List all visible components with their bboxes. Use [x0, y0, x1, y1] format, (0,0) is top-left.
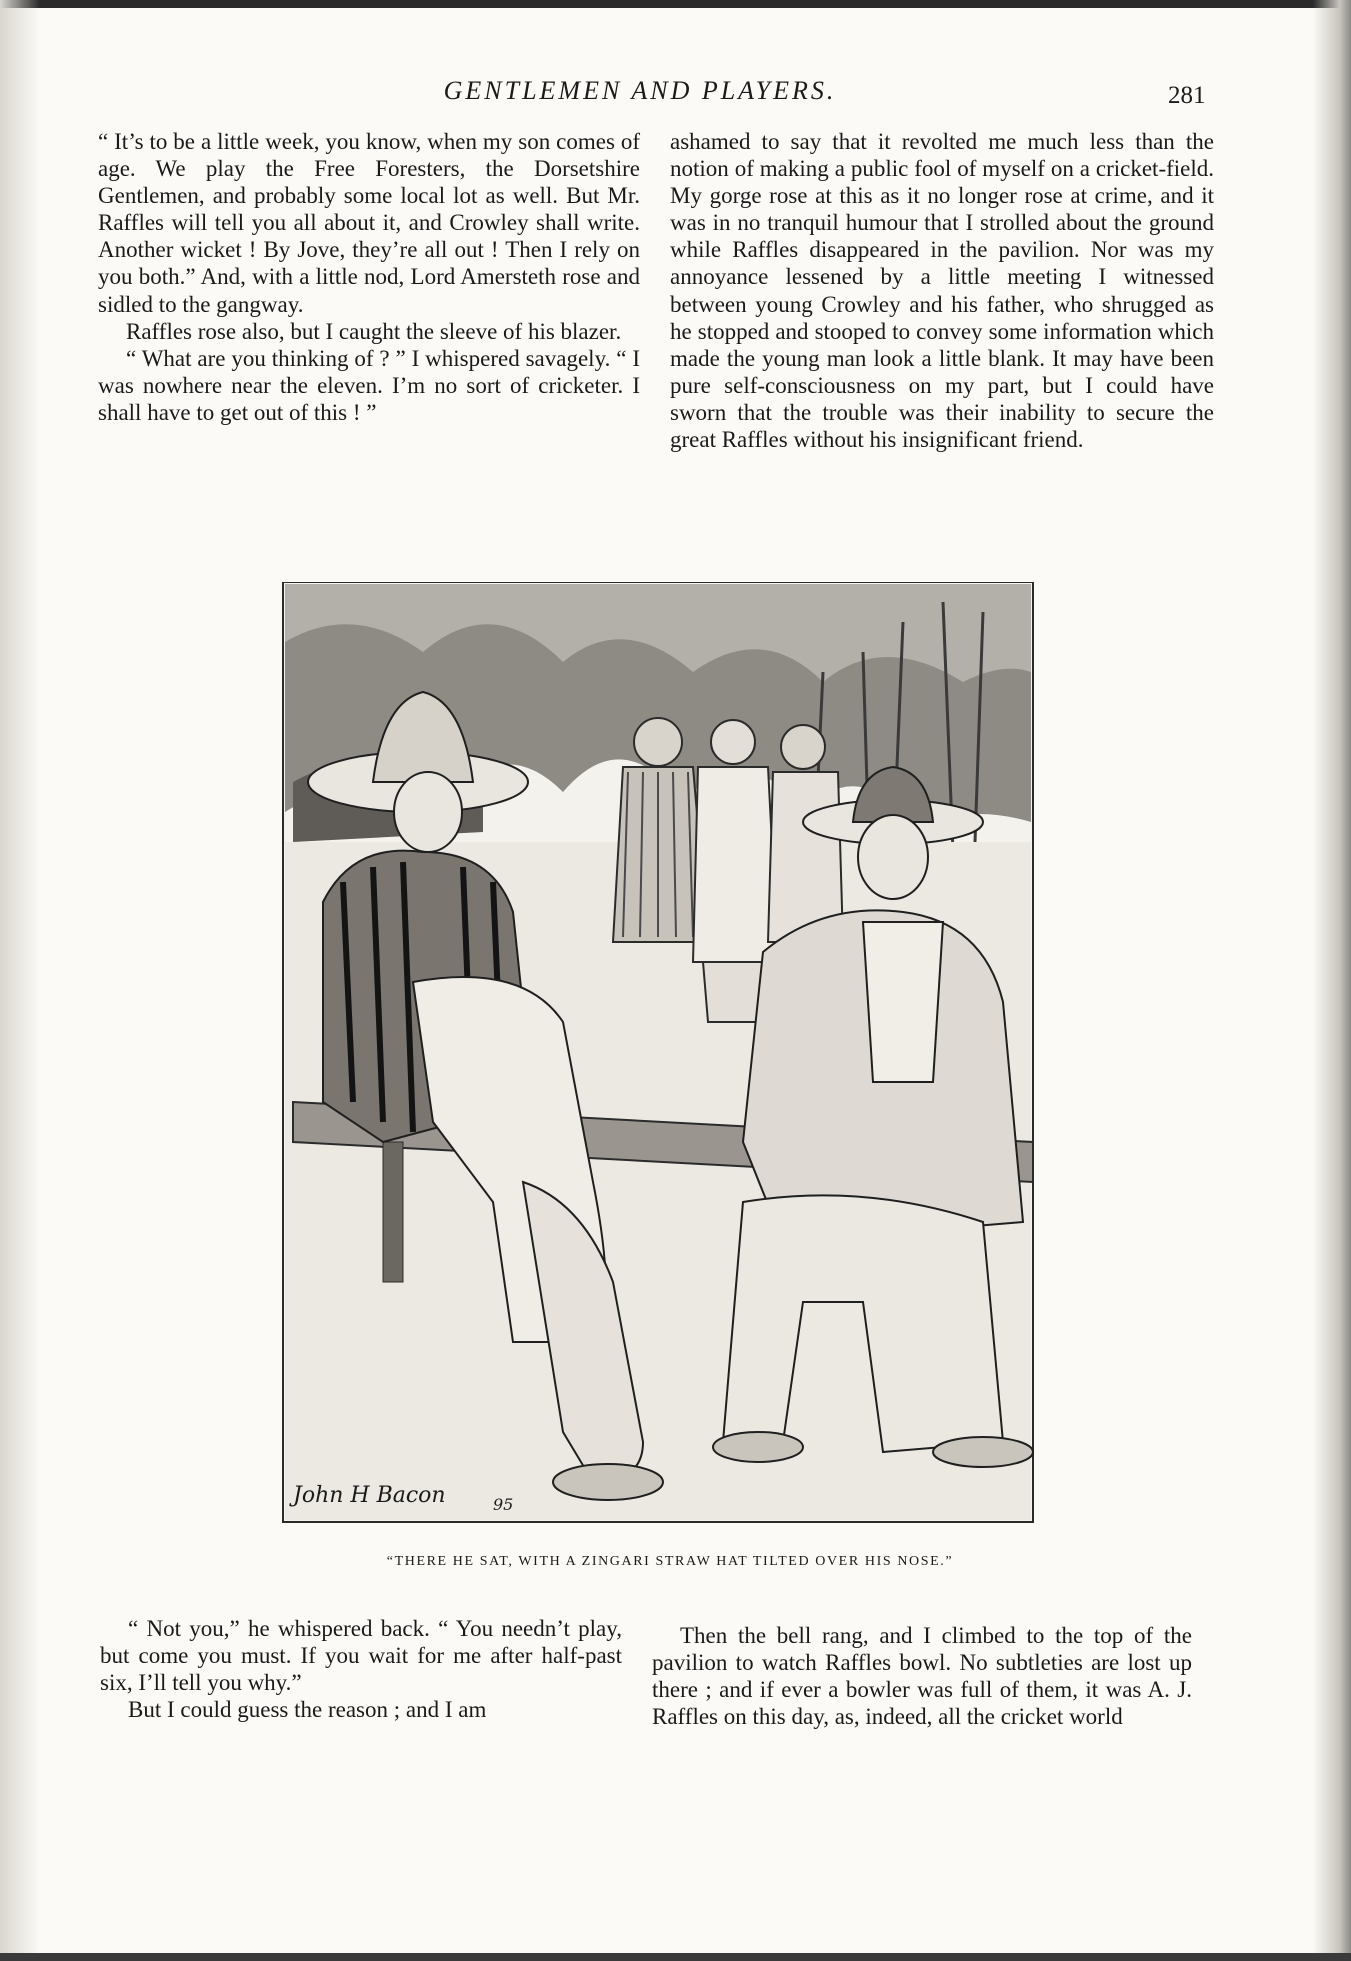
column-bottom-right [652, 1622, 1192, 1730]
paragraph: “ Not you,” he whispered back. “ You needn’t play, but come you must. If you wait for me after half-past six, I’ll tell you why.” [100, 1616, 622, 1696]
illustrator-signature: John H Bacon [293, 1483, 446, 1508]
paragraph: ashamed to say that it revolted me much less than the notion of making a public fool of myself on a cricket-field. My gorge rose at this as it no longer rose at crime, and it was in no tranquil humour that I strolled about the ground while Raffles disappeared in the pavilion. Nor was my annoyance lessened by a little meeting I witnessed between young Crowley and his father, who shrugged as he stopped and stooped to convey some information which made the young man look a little blank. It may have been pure self-consciousness on my part, but I could have sworn that the trouble was their inability to secure the great Raffles without his insignificant friend. [670, 129, 1214, 453]
running-title: GENTLEMEN AND PLAYERS. [443, 76, 837, 105]
page-number: 281 [1168, 82, 1206, 109]
page-gutter-shadow [0, 0, 40, 1961]
paragraph: Raffles rose also, but I caught the sleeve of his blazer. [126, 318, 622, 344]
paragraph: Then the bell rang, and I climbed to the top of the pavilion to watch Raffles bowl. No subtleties are lost up there ; and if ever a bowler was full of them, it was A. J. Raffles on this day, as, indeed, all the cricket world [652, 1623, 1192, 1730]
illustration [263, 582, 1063, 1530]
page-edge-bottom [0, 1953, 1351, 1961]
signature-year: 95 [493, 1495, 514, 1514]
paragraph: “ It’s to be a little week, you know, when my son comes of age. We play the Free Foresters, the Dorsetshire Gentlemen, and probably some local lot as well. But Mr. Raffles will tell you all about it, and Crowley shall write. Another wicket ! By Jove, they’re all out ! Then I rely on you both.” And, with a little nod, Lord Amersteth rose and sidled to the gangway. [98, 129, 640, 317]
illustration-caption: “THERE HE SAT, WITH A ZINGARI STRAW HAT TILTED OVER HIS NOSE.” [386, 1554, 954, 1569]
paragraph: “ What are you thinking of ? ” I whispered savagely. “ I was nowhere near the eleven. I’m no sort of cricketer. I shall have to get out of this ! ” [98, 345, 640, 425]
page-edge-shadow [1313, 0, 1351, 1961]
column-top-right [670, 128, 1214, 453]
column-bottom-left [100, 1615, 622, 1723]
column-top-left [98, 128, 640, 426]
page-edge-top [0, 0, 1351, 8]
illustration-drawing [263, 582, 1063, 1530]
paragraph: But I could guess the reason ; and I am [128, 1697, 487, 1723]
